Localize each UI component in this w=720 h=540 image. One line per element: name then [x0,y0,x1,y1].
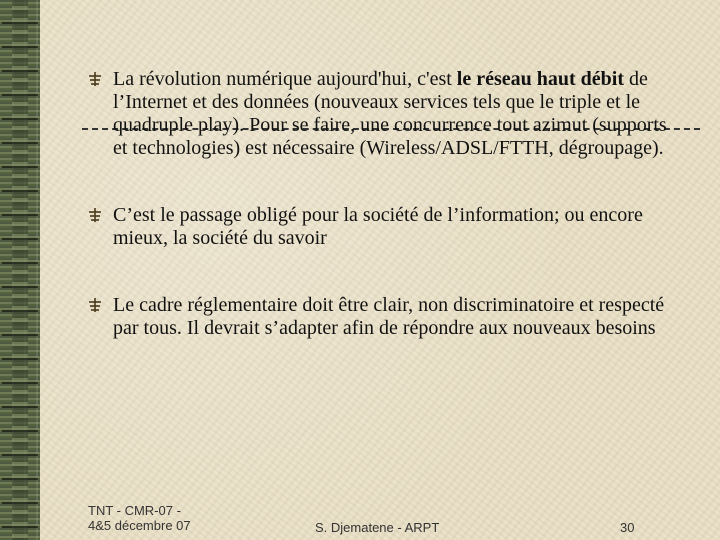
bullet-item [88,204,678,250]
bullet-text: Le cadre réglementaire doit être clair, non discriminatoire et respecté par tous. Il devrait s’adapter afin de répondre aux nouveaux besoins [113,294,665,339]
tree-bullet-icon [88,298,102,312]
bullet-text-bold: le réseau haut débit [456,68,624,90]
footer-event [88,503,228,533]
footer-author: S. Djematene - ARPT [315,520,440,535]
tree-bullet-icon [88,72,102,86]
decorative-side-border [0,0,40,540]
footer-event-line1: TNT - CMR-07 - [88,503,181,518]
slide-body [88,68,678,340]
tree-bullet-icon [88,208,102,222]
bullet-item [88,294,678,340]
bullet-text: C’est le passage obligé pour la société de l’information; ou encore mieux, la société du savoir [113,204,643,249]
footer-event-line2: 4&5 décembre 07 [88,518,191,533]
bullet-text-pre: La révolution numérique aujourd'hui, c'est [113,68,457,90]
slide-number: 30 [620,520,635,535]
bullet-item [88,68,678,160]
bullet-text-post: de l’Internet et des données (nouveaux services tels que le triple et le quadruple play). Pour se faire, une concurrence tout azimut (supports et technologies) est nécessaire (Wireless/ADSL/FTTH, dégroupage). [113,68,667,159]
